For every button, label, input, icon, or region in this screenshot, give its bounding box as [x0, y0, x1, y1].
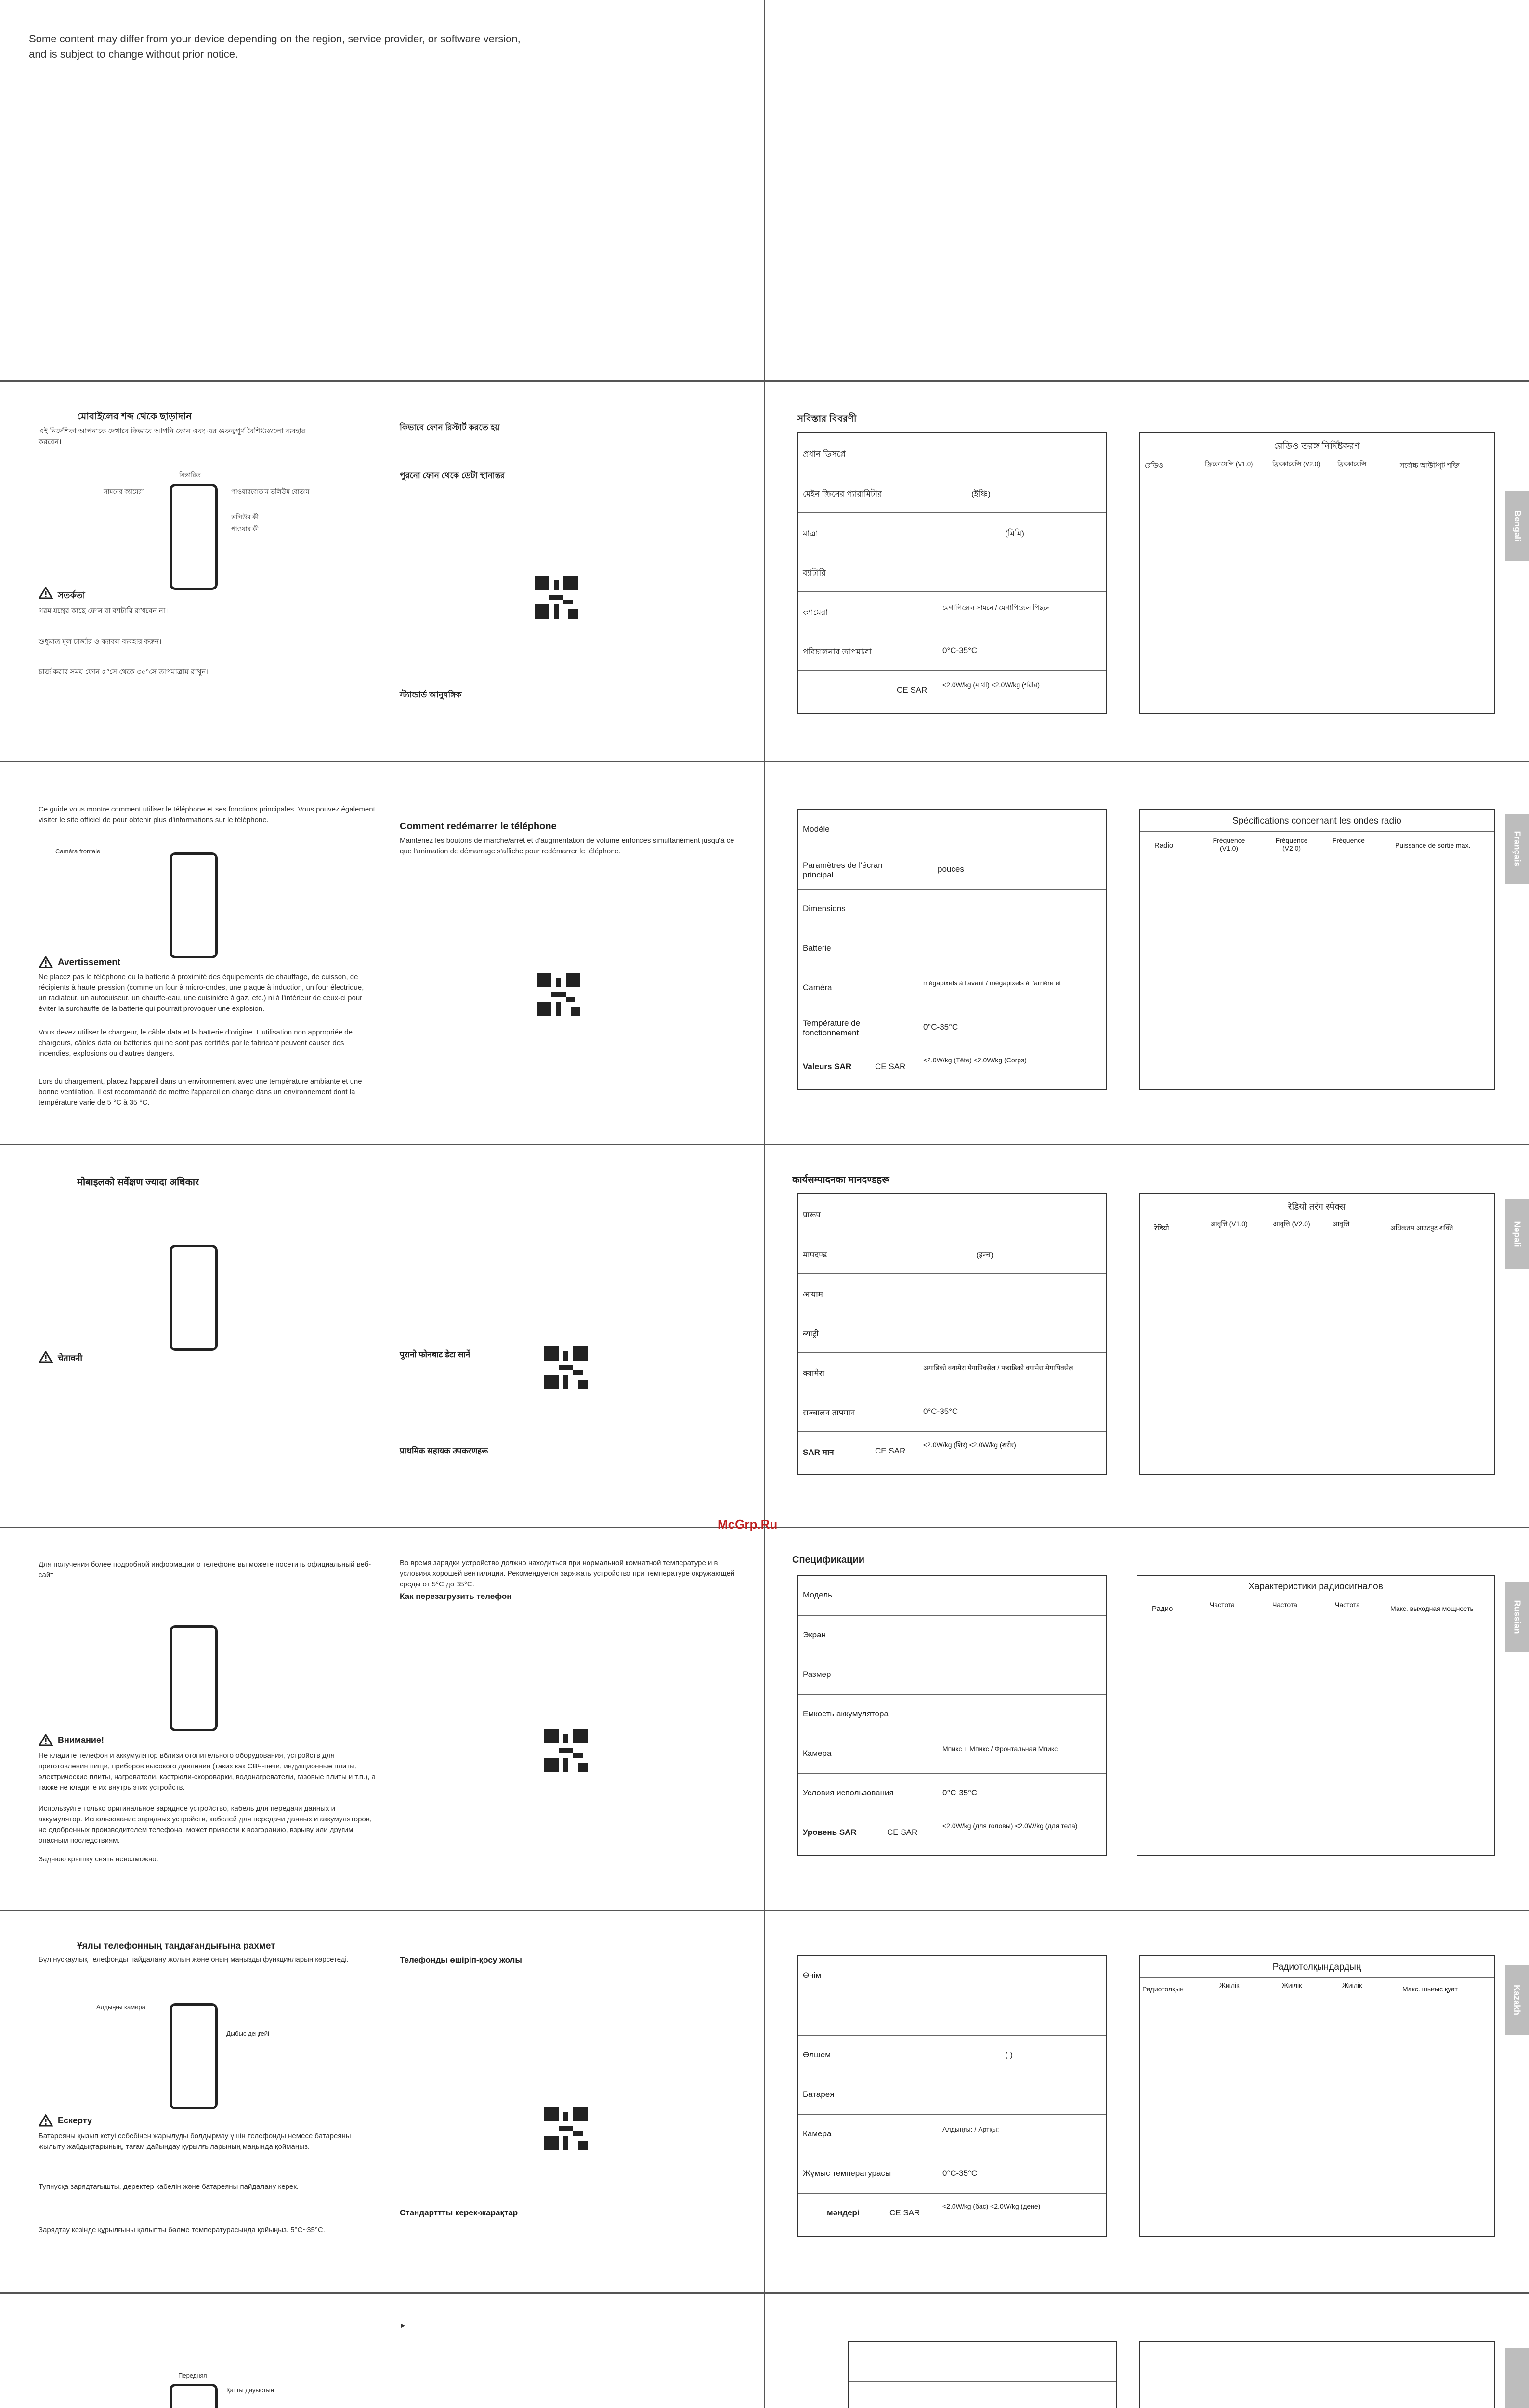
warning-item: Используйте только оригинальное зарядное устройство, кабель для передачи данных и аккумулятор. Использование зарядных устройств, кабелей для передачи данных и аккумуляторов, не одобренных производителем телефона, может привести к возгоранию, взрыву или другим опасным последствиям. — [39, 1805, 372, 1845]
spec-table — [848, 2341, 1117, 2408]
radio-col: Fréquence — [1333, 837, 1365, 844]
warning-item: গরম যন্ত্রের কাছে ফোন বা ব্যাটারি রাখবেন না। — [39, 607, 168, 615]
radio-col: Макс. шығыс қуат — [1402, 1985, 1458, 1993]
spec-row: Batterie — [798, 929, 1106, 968]
qr-code-icon — [544, 1729, 588, 1772]
radio-title: रेडियो तरंग स्पेक्स — [1288, 1202, 1346, 1212]
spec-row: Өлшем ( ) — [798, 2035, 1106, 2075]
transfer-title: পুরনো ফোন থেকে ডেটা স্থানান্তর — [400, 471, 505, 480]
spec-row — [798, 1996, 1106, 2036]
phone-diagram — [170, 2384, 218, 2408]
spec-row: Экран — [798, 1615, 1106, 1655]
radio-col: রেডিও — [1145, 461, 1163, 469]
intro-line: Some content may differ from your device depending on the region, service provider, or software version, — [29, 33, 521, 45]
radio-col: आवृत्ति (V1.0) — [1210, 1220, 1248, 1228]
warning-item: Зарядтау кезінде құрылғыны қалыпты бөлме температурасында қойыңыз. 5°C~35°C. — [39, 2226, 325, 2234]
callout-power: পাওয়ারবোতাম ভলিউম বোতাম — [231, 488, 310, 495]
warning-icon — [39, 1734, 53, 1746]
section-title: Ұялы телефонның таңдағандығына рахмет — [77, 1941, 275, 1951]
callout-front-camera: সামনের ক্যামেরা — [104, 488, 144, 495]
radio-col: Жиілік — [1342, 1981, 1362, 1989]
accessories-title: স্ট্যান্ডার্ড আনুষঙ্গিক — [400, 690, 462, 699]
warning-item: শুধুমাত্র মূল চার্জার ও ক্যাবল ব্যবহার করুন। — [39, 638, 162, 646]
warning-title: Внимание! — [58, 1735, 104, 1745]
language-tab-bengali[interactable]: Bengali — [1505, 491, 1529, 561]
callout-power-key: পাওয়ার কী — [231, 525, 259, 533]
callout-volume: Қатты дауыстын — [226, 2386, 274, 2394]
phone-diagram — [170, 484, 218, 590]
radio-col: Макс. выходная мощность — [1390, 1605, 1474, 1612]
warning-item: Lors du chargement, placez l'appareil dans un environnement avec une température ambiante et une bonne ventilation. Il est recommandé de mettre l'appareil en charge dans un environnement dont la température varie de 5 °C à 35 °C. — [39, 1077, 362, 1107]
language-tab-russian[interactable]: Russian — [1505, 1582, 1529, 1652]
section-lead: Бұл нұсқаулық телефонды пайдалану жолын және оның маңызды функцияларын көрсетеді. — [39, 1955, 349, 1963]
radio-title: Радиотолқындардың — [1272, 1962, 1361, 1972]
language-tab-kazakh[interactable]: Kazakh — [1505, 1965, 1529, 2035]
radio-col: Puissance de sortie max. — [1395, 841, 1471, 849]
spec-row: Température de fonctionnement 0°C-35°C — [798, 1008, 1106, 1047]
language-tab-nepali[interactable]: Nepali — [1505, 1199, 1529, 1269]
radio-col: ফ্রিকোয়েন্সি — [1337, 460, 1367, 468]
radio-table — [1137, 1575, 1495, 1856]
bullet-arrow-icon: ► — [400, 2321, 406, 2329]
restart-title: Телефонды өшіріп-қосу жолы — [400, 1955, 522, 1964]
spec-table — [797, 1193, 1107, 1475]
qr-code-icon — [544, 1346, 588, 1389]
radio-col: रेडियो — [1154, 1224, 1169, 1232]
warning-icon — [39, 956, 53, 968]
radio-col: आवृत्ति (V2.0) — [1273, 1220, 1310, 1228]
radio-col: आवृत्ति — [1333, 1220, 1350, 1228]
radio-col: Жиілік — [1219, 1981, 1240, 1989]
callout-front-camera: Алдыңғы камера — [96, 2003, 145, 2011]
spec-row: Valeurs SAR CE SAR <2.0W/kg (Tête) <2.0W/kg (Corps) — [798, 1047, 1106, 1089]
warning-icon — [39, 587, 53, 599]
section-title: मोबाइलको सर्वेक्षण ज्यादा अधिकार — [77, 1177, 199, 1188]
spec-row: Условия использования 0°C-35°C — [798, 1773, 1106, 1813]
spec-row: Жұмыс температурасы 0°C-35°C — [798, 2154, 1106, 2194]
warning-item: Ne placez pas le téléphone ou la batterie à proximité des équipements de chauffage, de cuisson, de récipients à haute pression (comme un four à micro-ondes, une plaque à induction, un four électrique, un radiateur, un autocuiseur, un chauffe-eau, une cuisinière à gaz, etc.) ni à l'intérieur de ceux-ci pour éviter la surchauffe de la batterie qui pourrait provoquer une explosion. — [39, 973, 364, 1013]
spec-row: মাত্রা (মিমি) — [798, 512, 1106, 552]
radio-col: ফ্রিকোয়েন্সি (V2.0) — [1272, 460, 1320, 468]
radio-col: Частота — [1272, 1601, 1297, 1609]
spec-row: प्रारूप — [803, 1210, 821, 1219]
radio-table — [1139, 1955, 1495, 2237]
restart-title: কিভাবে ফোন রিস্টার্ট করতে হয় — [400, 423, 500, 432]
spec-row: Dimensions — [798, 889, 1106, 929]
warning-title: সতর্কতা — [58, 590, 85, 600]
warning-item: Заднюю крышку снять невозможно. — [39, 1855, 158, 1863]
spec-table — [797, 432, 1107, 714]
radio-col: Жиілік — [1282, 1981, 1302, 1989]
warning-item: চার্জ করার সময় ফোন ৫°সে থেকে ৩৫°সে তাপমাত্রায় রাখুন। — [39, 668, 209, 676]
qr-code-icon — [537, 973, 580, 1016]
section-lead: এই নির্দেশিকা আপনাকে দেখাবে কিভাবে আপনি ফোন এবং এর গুরুত্বপূর্ণ বৈশিষ্ট্যগুলো ব্যবহার করবেন। — [39, 427, 306, 446]
radio-col: Fréquence (V2.0) — [1275, 837, 1308, 852]
radio-table — [1139, 809, 1495, 1090]
language-tab-blank[interactable] — [1505, 2348, 1529, 2408]
callout-volume: Дыбыс деңгейі — [226, 2030, 269, 2037]
spec-heading: Спецификации — [792, 1555, 865, 1565]
accessories-title: प्राथमिक सहायक उपकरणहरू — [400, 1446, 488, 1455]
qr-code-icon — [544, 2107, 588, 2150]
spec-row: आयाम — [798, 1273, 1106, 1313]
spec-row: Камера Мпикс + Мпикс / Фронтальная Мпикс — [798, 1734, 1106, 1774]
charging-note: Во время зарядки устройство должно находиться при нормальной комнатной температуре и в условиях хорошей вентиляции. Рекомендуется заряжать устройство при температуре окружающей среды от 5°C до 35°C. — [400, 1559, 735, 1588]
spec-row: Уровень SAR CE SAR <2.0W/kg (для головы) <2.0W/kg (для тела) — [798, 1813, 1106, 1855]
spec-row: Камера Алдыңғы: / Артқы: — [798, 2114, 1106, 2154]
radio-col: ফ্রিকোয়েন্সি (V1.0) — [1205, 460, 1253, 468]
spec-row: мәндері CE SAR <2.0W/kg (бас) <2.0W/kg (дене) — [798, 2193, 1106, 2235]
warning-icon — [39, 2114, 53, 2127]
column-divider — [764, 0, 765, 2408]
spec-row: Размер — [798, 1655, 1106, 1695]
spec-row: প্রধান ডিসপ্লে — [803, 449, 846, 458]
front-label: Передняя — [178, 2372, 207, 2379]
spec-row: मापदण्ड (इन्च) — [798, 1234, 1106, 1274]
qr-code-icon — [535, 576, 578, 619]
spec-row: सञ्चालन तापमान 0°C-35°C — [798, 1392, 1106, 1432]
radio-col: Частота — [1210, 1601, 1235, 1609]
warning-title: Avertissement — [58, 957, 121, 968]
radio-table — [1139, 1193, 1495, 1475]
intro-text — [29, 31, 703, 62]
spec-heading: कार्यसम्पादनका मानदण्डहरू — [792, 1175, 889, 1185]
callout-front-camera: Caméra frontale — [55, 848, 101, 855]
radio-col: अधिकतम आउटपुट शक्ति — [1390, 1224, 1453, 1231]
radio-col: Радио — [1152, 1605, 1173, 1613]
warning-item: Тупнұсқа зарядтағышты, деректер кабелін және батареяны пайдалану керек. — [39, 2183, 299, 2191]
phone-diagram — [170, 2003, 218, 2109]
accessories-title: Стандарттты керек-жарақтар — [400, 2208, 518, 2217]
radio-header-line — [1140, 831, 1494, 832]
spec-row: SAR मान CE SAR <2.0W/kg (शिर) <2.0W/kg (शरीर) — [798, 1431, 1106, 1473]
spec-row: ব্যাটারি — [798, 552, 1106, 592]
spec-row: Caméra mégapixels à l'avant / mégapixels à l'arrière et — [798, 968, 1106, 1008]
watermark: McGrp.Ru — [718, 1517, 778, 1531]
radio-header-line — [1140, 1977, 1494, 1978]
section-title: মোবাইলের শব্দ থেকে ছাড়াদান — [77, 411, 192, 422]
radio-title: রেডিও তরঙ্গ নির্দিষ্টকরণ — [1274, 441, 1360, 451]
radio-title: Характеристики радиосигналов — [1248, 1582, 1383, 1592]
spec-row: Батарея — [798, 2075, 1106, 2115]
details-label: বিস্তারিত — [179, 471, 201, 479]
spec-table — [797, 1575, 1107, 1856]
warning-title: Ескерту — [58, 2116, 92, 2125]
radio-table — [1139, 2341, 1495, 2408]
radio-col: Радиотолқын — [1142, 1985, 1184, 1993]
warning-title: चेतावनी — [58, 1353, 83, 1363]
spec-row: Paramètres de l'écran principal pouces — [798, 850, 1106, 890]
spec-table — [797, 1955, 1107, 2237]
restart-title: Comment redémarrer le téléphone — [400, 821, 557, 832]
radio-col: Radio — [1154, 841, 1174, 850]
warning-item: Батареяны қызып кетуі себебінен жарылуды болдырмау үшін телефонды немесе батареяны жылыту жабдықтарының, тағам дайындау құрылғыларының маңында қоймаңыз. — [39, 2132, 351, 2151]
radio-col: সর্বোচ্চ আউটপুট শক্তি — [1400, 461, 1460, 469]
spec-row: ক্যামেরা মেগাপিক্সেল সামনে / মেগাপিক্সেল পিছনে — [798, 591, 1106, 631]
section-lead: Ce guide vous montre comment utiliser le téléphone et ses fonctions principales. Vous pouvez également visiter le site officiel de pour obtenir plus d'informations sur le téléphone. — [39, 805, 375, 824]
spec-table — [797, 809, 1107, 1090]
spec-row: Өнім — [803, 1971, 822, 1980]
restart-text: Maintenez les boutons de marche/arrêt et d'augmentation de volume enfoncés simultanément jusqu'à ce que l'animation de démarrage s'affiche pour redémarrer le téléphone. — [400, 837, 734, 855]
phone-diagram — [170, 1245, 218, 1351]
warning-item: Vous devez utiliser le chargeur, le câble data et la batterie d'origine. L'utilisation non appropriée de chargeurs, câbles data ou batteries qui ne sont pas certifiés par le fabricant peuvent causer des incendies, explosions ou d'autres dangers. — [39, 1028, 353, 1058]
radio-table — [1139, 432, 1495, 714]
radio-col: Частота — [1335, 1601, 1360, 1609]
spec-row: क्यामेरा अगाडिको क्यामेरा मेगापिक्सेल / पछाडिको क्यामेरा मेगापिक्सेल — [798, 1352, 1106, 1392]
spec-row: Емкость аккумулятора — [798, 1694, 1106, 1734]
spec-heading: সবিস্তার বিবরণী — [797, 414, 857, 424]
intro-line: and is subject to change without prior notice. — [29, 48, 238, 60]
callout-volume: ভলিউম কী — [231, 513, 259, 521]
radio-col: Fréquence (V1.0) — [1213, 837, 1245, 852]
section-lead: Для получения более подробной информации о телефоне вы можете посетить официальный веб-сайт — [39, 1560, 371, 1579]
spec-row: মেইন স্ক্রিনের প্যারামিটার (ইঞ্চি) — [798, 473, 1106, 513]
spec-row: <2.0W/kg (মাথা) <2.0W/kg (শরীর) CE SAR — [798, 670, 1106, 712]
spec-row: পরিচালনার তাপমাত্রা 0°C-35°C — [798, 631, 1106, 671]
spec-row — [849, 2381, 1116, 2408]
spec-row: Modèle — [803, 824, 830, 834]
warning-icon — [39, 1351, 53, 1363]
spec-row: ब्याट्री — [798, 1313, 1106, 1353]
transfer-title: पुरानो फोनबाट डेटा सार्ने — [400, 1350, 470, 1359]
phone-diagram — [170, 852, 218, 958]
restart-title: Как перезагрузить телефон — [400, 1592, 512, 1601]
warning-item: Не кладите телефон и аккумулятор вблизи отопительного оборудования, устройств для приготовления пищи, приборов высокого давления (таких как СВЧ-печи, индукционные плиты, электрические плиты, нагреватели, кастрюли-скороварки, водонагреватели, газовые плиты и т.п.), а также не кладите их внутрь этих устройств. — [39, 1752, 376, 1792]
phone-diagram — [170, 1625, 218, 1731]
spec-row: Модель — [803, 1590, 833, 1599]
radio-title: Spécifications concernant les ondes radio — [1232, 816, 1401, 826]
language-tab-french[interactable]: Français — [1505, 814, 1529, 884]
